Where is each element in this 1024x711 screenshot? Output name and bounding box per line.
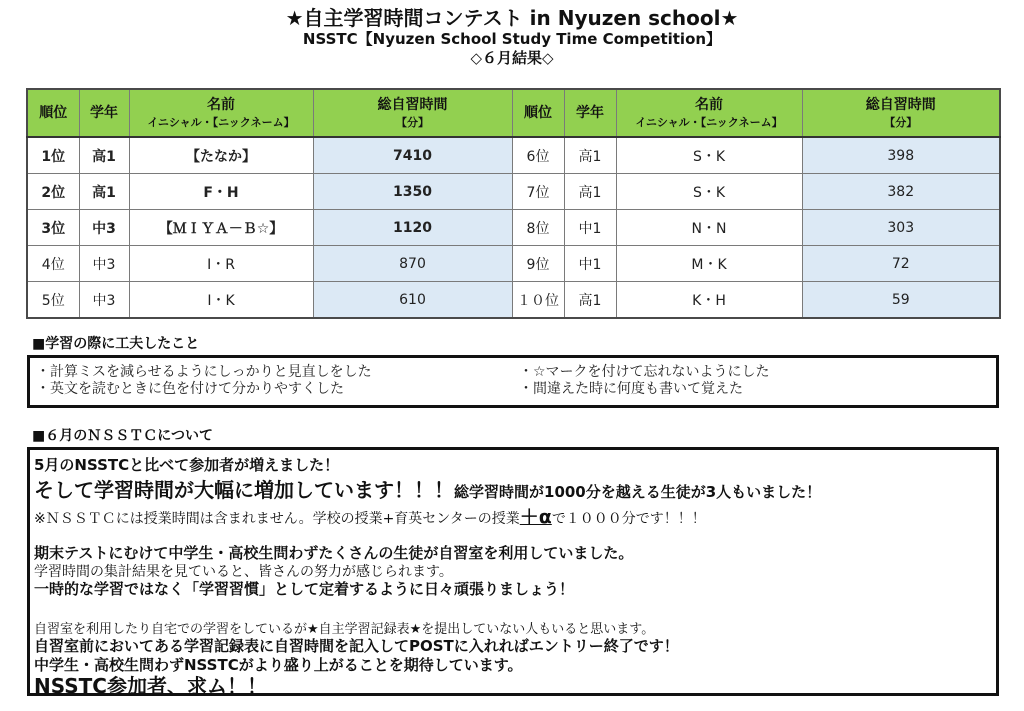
header [0, 6, 1024, 68]
time-cell: 1350 [313, 174, 512, 210]
col-grade-left: 学年 [79, 89, 129, 137]
tip-item: ・計算ミスを減らせるようにしっかりと見直しをした [36, 364, 372, 380]
tips-box [27, 355, 999, 408]
table-header-row [27, 89, 1000, 137]
col-time-left: 総自習時間 【分】 [313, 89, 512, 137]
tip-item: ・☆マークを付けて忘れないようにした [519, 364, 770, 380]
time-cell: 382 [802, 174, 1000, 210]
rank-cell: 1位 [27, 137, 79, 174]
time-cell: 870 [313, 246, 512, 282]
grade-cell: 中1 [564, 210, 616, 246]
tips-left-column [36, 364, 372, 398]
tips-section-label: ■学習の際に工夫したこと [32, 336, 200, 352]
page-title: ★自主学習時間コンテスト in Nyuzen school★ [285, 6, 739, 30]
grade-cell: 中3 [79, 246, 129, 282]
tips-right-column [519, 364, 770, 398]
name-cell: S・K [616, 137, 802, 174]
about-line-10: NSSTC参加者、求ム！！ [34, 674, 267, 698]
tip-item: ・英文を読むときに色を付けて分かりやすくした [36, 381, 344, 397]
about-line-7: 自習室を利用したり自宅での学習をしているが★自主学習記録表★を提出していない人もいると思います。 [34, 622, 655, 637]
grade-cell: 高1 [79, 174, 129, 210]
about-line-4: 期末テストにむけて中学生・高校生問わずたくさんの生徒が自習室を利用していました。 [34, 544, 634, 562]
rank-cell: １０位 [512, 282, 564, 319]
table-row [27, 137, 1000, 174]
grade-cell: 中3 [79, 210, 129, 246]
time-cell: 1120 [313, 210, 512, 246]
rank-cell: 5位 [27, 282, 79, 319]
name-cell: M・K [616, 246, 802, 282]
about-line-2: そして学習時間が大幅に増加しています！！！総学習時間が1000分を越える生徒が3人もいました！ [34, 478, 822, 502]
name-cell: I・R [129, 246, 313, 282]
about-section-label: ■６月のＮＳＳＴＣについて [32, 428, 213, 444]
table-row [27, 210, 1000, 246]
grade-cell: 高1 [564, 137, 616, 174]
about-line-8: 自習室前においてある学習記録表に自習時間を記入してPOSTに入れればエントリー終了です！ [34, 637, 679, 655]
ranking-table [26, 88, 1001, 319]
name-cell: 【ＭＩＹＡ－Ｂ☆】 [129, 210, 313, 246]
rank-cell: 8位 [512, 210, 564, 246]
about-line-5: 学習時間の集計結果を見ていると、皆さんの努力が感じられます。 [34, 564, 453, 580]
table-row [27, 174, 1000, 210]
time-cell: 72 [802, 246, 1000, 282]
rank-cell: 4位 [27, 246, 79, 282]
about-line-6: 一時的な学習ではなく「学習習慣」として定着するように日々頑張りましょう！ [34, 580, 575, 598]
about-line-1: 5月のNSSTCと比べて参加者が増えました！ [34, 456, 340, 474]
grade-cell: 高1 [564, 174, 616, 210]
name-cell: 【たなか】 [129, 137, 313, 174]
tip-item: ・間違えた時に何度も書いて覚えた [519, 381, 743, 397]
rank-cell: 2位 [27, 174, 79, 210]
col-time-right: 総自習時間 【分】 [802, 89, 1000, 137]
time-cell: 7410 [313, 137, 512, 174]
name-cell: I・K [129, 282, 313, 319]
month-result-label: ◇６月結果◇ [470, 49, 554, 67]
name-cell: S・K [616, 174, 802, 210]
col-rank-right: 順位 [512, 89, 564, 137]
about-line-3: ※ＮＳＳＴＣには授業時間は含まれません。学校の授業+育英センターの授業＋αで１０００分です！！！ [34, 506, 706, 528]
grade-cell: 中1 [564, 246, 616, 282]
grade-cell: 中3 [79, 282, 129, 319]
plus-alpha-emphasis: ＋α [519, 506, 552, 528]
col-name-left: 名前 イニシャル・【ニックネーム】 [129, 89, 313, 137]
about-box [27, 447, 999, 696]
time-cell: 59 [802, 282, 1000, 319]
grade-cell: 高1 [79, 137, 129, 174]
rank-cell: 9位 [512, 246, 564, 282]
name-cell: N・N [616, 210, 802, 246]
rank-cell: 6位 [512, 137, 564, 174]
name-cell: K・H [616, 282, 802, 319]
col-name-right: 名前 イニシャル・【ニックネーム】 [616, 89, 802, 137]
time-cell: 610 [313, 282, 512, 319]
time-cell: 398 [802, 137, 1000, 174]
table-row [27, 246, 1000, 282]
table-row [27, 282, 1000, 319]
about-line-9: 中学生・高校生問わずNSSTCがより盛り上がることを期待しています。 [34, 656, 523, 674]
col-grade-right: 学年 [564, 89, 616, 137]
page-subtitle: NSSTC【Nyuzen School Study Time Competition】 [302, 30, 722, 48]
time-cell: 303 [802, 210, 1000, 246]
col-rank-left: 順位 [27, 89, 79, 137]
name-cell: F・H [129, 174, 313, 210]
grade-cell: 高1 [564, 282, 616, 319]
rank-cell: 3位 [27, 210, 79, 246]
rank-cell: 7位 [512, 174, 564, 210]
